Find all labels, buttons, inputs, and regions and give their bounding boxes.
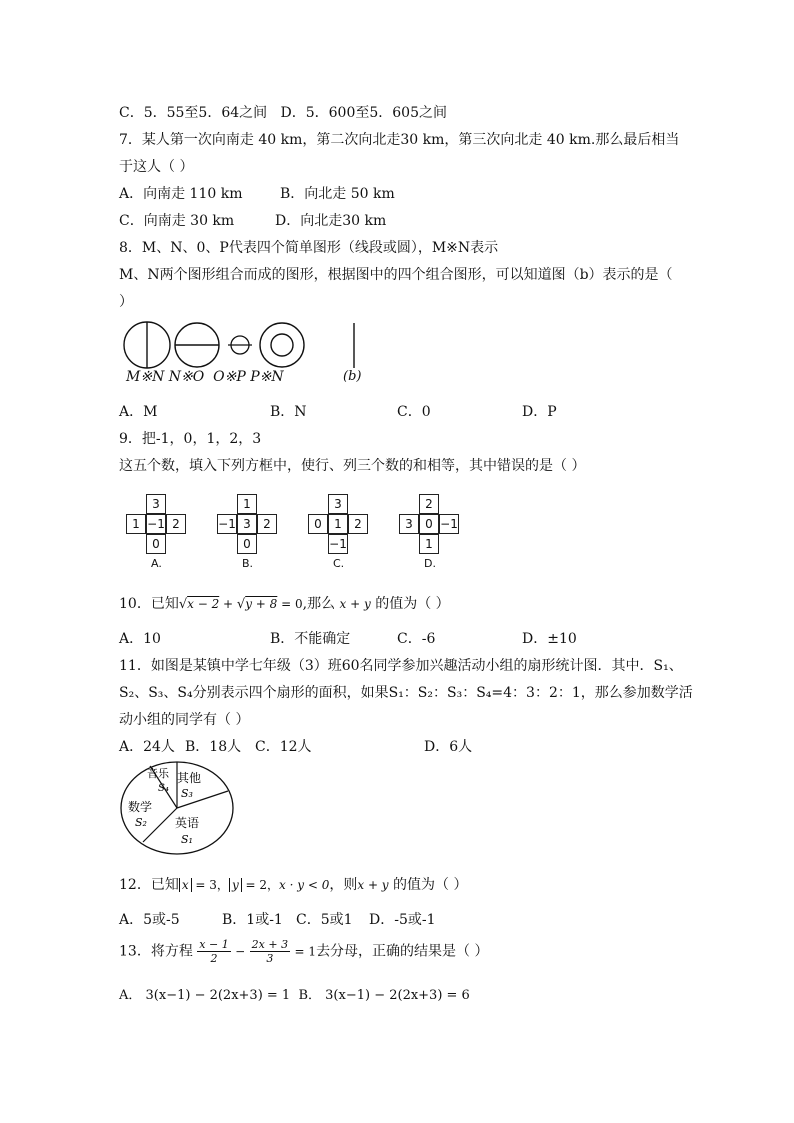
q9-grid-label: C.: [333, 557, 345, 570]
pie-other-label: 其他: [177, 771, 202, 785]
q7-option-d: D．向北走30 km: [275, 213, 387, 229]
q11-option-a: A．24人: [119, 739, 175, 755]
q9-grid-label: D.: [424, 557, 436, 570]
label-o-p: O※P: [213, 369, 246, 385]
q12-option-a: A．5或-5: [119, 912, 180, 928]
q12-cond: x · y < 0: [279, 878, 330, 892]
q9-grid-cell: 1: [328, 514, 348, 534]
figure-m-n: [124, 322, 170, 368]
q9-grid-cell: 3: [237, 514, 257, 534]
q12-expr: x + y: [357, 878, 389, 892]
q13-prefix: 13．将方程: [119, 943, 193, 960]
q11-option-d: D．6人: [424, 739, 473, 755]
q9-grid-cell: 1: [237, 494, 257, 514]
q8-option-c: C．0: [397, 404, 431, 420]
q7-option-c: C．向南走 30 km: [119, 213, 235, 229]
q6-option-d: D．5．600至5．605之间: [280, 105, 447, 121]
q13-fraction-1: [197, 938, 230, 965]
label-n-o: N※O: [168, 369, 205, 385]
q13-f2-denominator: 3: [266, 952, 274, 965]
q8-option-a: A．M: [119, 404, 158, 420]
q12-mid: ，则: [329, 877, 358, 893]
q9-grid-cell: 2: [348, 514, 368, 534]
pie-english-s: S₁: [181, 833, 193, 846]
q9-grid-cell: 1: [126, 514, 146, 534]
q10-expr: x + y: [339, 597, 371, 611]
q11-option-c: C．12人: [255, 739, 312, 755]
q10-text: 10．已知√x − 2 + √y + 8 = 0,那么 x + y 的值为（ ）: [119, 596, 450, 612]
q12-abs-y: y: [229, 878, 242, 892]
q13-f1-denominator: 2: [210, 952, 218, 965]
q9-grid-label: A.: [151, 557, 162, 570]
pie-english-label: 英语: [175, 816, 200, 830]
q8-option-d: D．P: [522, 404, 557, 420]
q10-option-a: A．10: [119, 631, 161, 647]
q10-option-b: B．不能确定: [270, 631, 351, 647]
q10-suffix: ,那么: [302, 596, 336, 612]
q9-grid-cell: 3: [328, 494, 348, 514]
q13-option-a: A． 3(x−1) − 2(2x+3) = 1: [119, 988, 291, 1003]
q9-grid-cell: 0: [237, 534, 257, 554]
q9-grid-cell: −1: [439, 514, 459, 534]
q12-option-b: B．1或-1: [222, 912, 283, 928]
q10-radicand-1: x − 2: [187, 597, 220, 611]
q8-option-b: B．N: [270, 404, 307, 420]
label-b: (b): [343, 369, 362, 384]
q7-text-1: 7．某人第一次向南走 40 km，第二次向北走30 km，第三次向北走 40 km.那么最后相当: [119, 132, 680, 148]
q11-pie-chart: [119, 760, 239, 860]
q11-text-3: 动小组的同学有（ ）: [119, 712, 250, 728]
q7-text-2: 于这人（ ）: [119, 159, 194, 175]
q10-radicand-2: y + 8: [245, 597, 278, 611]
q13-f1-numerator: x − 1: [199, 938, 229, 951]
q12-eq2: = 2，: [241, 878, 280, 892]
q11-text-2: S₂、S₃、S₄分别表示四个扇形的面积，如果S₁：S₂：S₃：S₄=4：3：2：1，那么参加数学活: [119, 685, 693, 701]
q9-grid-cell: 2: [166, 514, 186, 534]
q9-grid-label: B.: [242, 557, 254, 570]
q12-eq1: = 3，: [191, 878, 229, 892]
q9-grid-cell: −1: [217, 514, 237, 534]
q12-prefix: 12．已知: [119, 877, 179, 893]
q8-text-3: ）: [119, 294, 133, 310]
q13-tail: 去分母，正确的结果是（ ）: [316, 943, 489, 960]
q9-text-1: 9．把-1，0，1，2，3: [119, 431, 262, 447]
label-p-n: P※N: [250, 369, 284, 385]
q9-grid-cell: 2: [419, 494, 439, 514]
q10-prefix: 10．已知: [119, 596, 179, 612]
pie-math-s: S₂: [135, 816, 147, 829]
q13-fraction-2: [250, 938, 290, 965]
q9-grid-cell: 0: [146, 534, 166, 554]
q12-abs-x: x: [179, 878, 192, 892]
q10-plus: +: [219, 597, 237, 611]
q13-option-b: B． 3(x−1) − 2(2x+3) = 6: [298, 988, 470, 1003]
q9-grid-cell: 2: [257, 514, 277, 534]
q10-tail: 的值为（ ）: [375, 596, 450, 612]
q8-text-1: 8．M、N、0、P代表四个简单图形（线段或圆），M※N表示: [119, 240, 499, 256]
q8-fig-labels: [126, 369, 284, 385]
figure-p-n: [260, 323, 304, 367]
pie-math-label: 数学: [128, 800, 153, 814]
q12-text: [119, 874, 468, 894]
q12-option-c: C．5或1: [296, 912, 353, 928]
q9-grid-cell: 0: [308, 514, 328, 534]
q13-f2-numerator: 2x + 3: [251, 938, 289, 951]
pie-music-s: S₄: [158, 783, 169, 794]
q10-eq: = 0: [277, 597, 303, 611]
q9-grid-cell: 1: [419, 534, 439, 554]
pie-other-s: S₃: [181, 787, 193, 800]
q8-text-2: M、N两个图形组合而成的图形，根据图中的四个组合图形，可以知道图（b）表示的是（: [119, 267, 673, 283]
q10-option-c: C．-6: [397, 631, 436, 647]
q6-option-c: C．5．55至5．64之间: [119, 105, 268, 121]
q7-option-a: A．向南走 110 km: [119, 186, 243, 202]
q13-text: [119, 938, 489, 965]
figure-o-p: [228, 336, 252, 354]
q13-minus: −: [235, 944, 246, 959]
pie-music-label: 音乐: [147, 767, 169, 780]
figure-n-o: [175, 323, 219, 367]
q7-option-b: B．向北走 50 km: [280, 186, 395, 202]
q9-grid-cell: −1: [328, 534, 348, 554]
q11-text-1: 11．如图是某镇中学七年级（3）班60名同学参加兴趣活动小组的扇形统计图．其中．S₁、: [119, 658, 683, 674]
q9-text-2: 这五个数，填入下列方框中，使行、列三个数的和相等，其中错误的是（ ）: [119, 458, 586, 474]
q12-option-d: D．-5或-1: [369, 912, 436, 928]
label-m-n: M※N: [126, 369, 165, 385]
q13-eq: = 1: [294, 944, 317, 959]
q6-options: [119, 102, 447, 122]
q9-grid-cell: −1: [146, 514, 166, 534]
q12-tail: 的值为（ ）: [393, 877, 468, 893]
q9-grid-cell: 3: [399, 514, 419, 534]
q10-option-d: D．±10: [522, 631, 577, 647]
q9-grid-cell: 0: [419, 514, 439, 534]
q11-option-b: B．18人: [185, 739, 242, 755]
q13-options: [119, 984, 470, 1003]
q9-grid-cell: 3: [146, 494, 166, 514]
